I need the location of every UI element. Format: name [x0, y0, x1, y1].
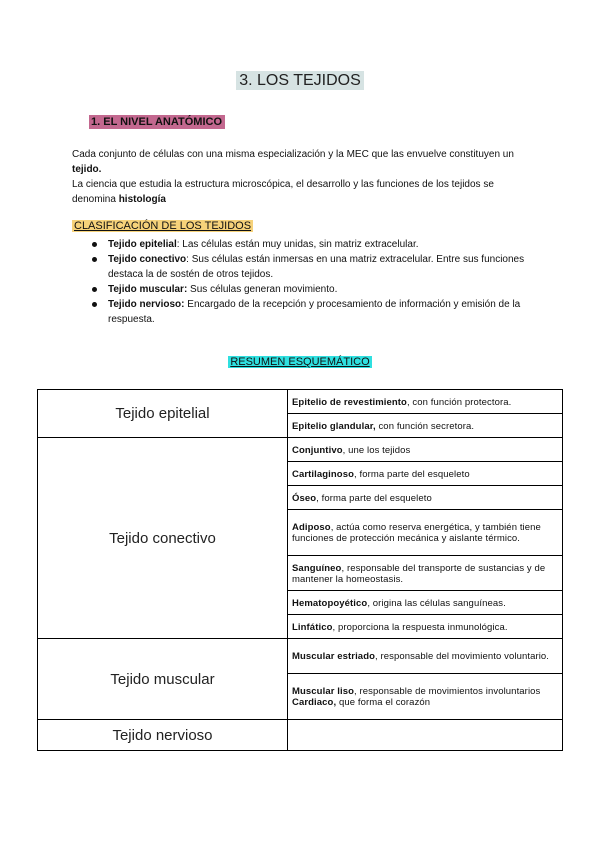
tissue-name-epitelial: Tejido epitelial — [38, 390, 288, 438]
intro-paragraph-2 — [72, 177, 532, 207]
table-cell — [288, 462, 563, 486]
cell-term: Linfático — [292, 621, 333, 633]
cell-text: , une los tejidos — [342, 444, 411, 456]
cell-text: , con función protectora. — [406, 396, 512, 408]
resumen-title-text: RESUMEN ESQUEMÁTICO — [230, 356, 370, 368]
cell-text: , responsable del movimiento voluntario. — [375, 651, 550, 662]
resumen-title — [0, 356, 600, 368]
table-cell — [288, 486, 563, 510]
section-heading: 1. EL NIVEL ANATÓMICO — [89, 115, 225, 129]
table-cell — [288, 674, 563, 720]
cell-text: que forma el corazón — [336, 697, 431, 708]
cell-text: con función secretora. — [375, 420, 475, 432]
list-item-text: Encargado de la recepción y procesamiento de información y emisión de la respuesta. — [108, 299, 521, 325]
cell-text: , responsable de movimientos involuntarios — [354, 686, 541, 697]
cell-text: , proporciona la respuesta inmunológica. — [332, 621, 508, 633]
page-title-text: 3. LOS TEJIDOS — [236, 71, 364, 90]
intro-p1-term: tejido. — [72, 164, 102, 175]
tissue-name-conectivo: Tejido conectivo — [38, 438, 288, 639]
table-row — [38, 639, 563, 674]
cell-text: , responsable del transporte de sustancias y de mantener la homeostasis. — [292, 562, 546, 585]
table-cell — [288, 556, 563, 591]
intro-paragraph-1 — [72, 147, 532, 177]
list-item-term: Tejido conectivo — [108, 254, 187, 265]
cell-text: , forma parte del esqueleto — [316, 492, 432, 504]
page-title — [0, 72, 600, 90]
tissue-name-muscular: Tejido muscular — [38, 639, 288, 720]
table-cell — [288, 615, 563, 639]
table-cell — [288, 390, 563, 414]
list-item-text: Sus células generan movimiento. — [187, 284, 338, 295]
list-item-term: Tejido epitelial — [108, 239, 177, 250]
cell-term: Epitelio de revestimiento — [292, 396, 407, 408]
list-item — [90, 297, 530, 327]
cell-term: Muscular liso — [292, 686, 355, 697]
intro-p2-term: histología — [118, 194, 166, 205]
table-cell — [288, 510, 563, 556]
intro-text — [72, 147, 532, 207]
list-item — [90, 282, 530, 297]
list-item-term: Tejido nervioso: — [108, 299, 185, 310]
list-item-text: : Sus células están inmersas en una matriz extracelular. Entre sus funciones destaca la de sostén de otros tejidos. — [108, 254, 525, 280]
list-item — [90, 252, 530, 282]
cell-term: Cartilaginoso — [292, 468, 355, 480]
cell-term: Hematopoyético — [292, 597, 368, 609]
list-item — [90, 237, 530, 252]
intro-p1-text: Cada conjunto de células con una misma especialización y la MEC que las envuelve constituyen un — [72, 149, 514, 160]
table-row — [38, 720, 563, 751]
cell-text: , forma parte del esqueleto — [354, 468, 470, 480]
table-cell — [288, 438, 563, 462]
table-cell — [288, 639, 563, 674]
cell-term: Muscular estriado — [292, 651, 376, 662]
table-cell — [288, 414, 563, 438]
list-item-term: Tejido muscular: — [108, 284, 188, 295]
cell-term: Sanguíneo — [292, 562, 342, 574]
table-cell — [288, 720, 563, 751]
list-item-text: : Las células están muy unidas, sin matriz extracelular. — [176, 239, 419, 250]
intro-p2-text: La ciencia que estudia la estructura microscópica, el desarrollo y las funciones de los tejidos se denomina — [72, 179, 494, 205]
cell-term: Adiposo — [292, 522, 331, 533]
summary-table — [37, 389, 563, 751]
clasificacion-list — [90, 237, 530, 327]
table-row — [38, 438, 563, 462]
cell-text: , actúa como reserva energética, y también tiene funciones de protección mecánica y aislante térmico. — [292, 522, 541, 544]
cell-term: Óseo — [292, 492, 317, 504]
table-row — [38, 390, 563, 414]
tissue-name-nervioso: Tejido nervioso — [38, 720, 288, 751]
cell-term: Epitelio glandular, — [292, 420, 376, 432]
cell-text: , origina las células sanguíneas. — [367, 597, 506, 609]
cell-term: Cardiaco, — [292, 697, 337, 708]
cell-term: Conjuntivo — [292, 444, 343, 456]
clasificacion-title: CLASIFICACIÓN DE LOS TEJIDOS — [74, 220, 252, 232]
table-cell — [288, 591, 563, 615]
